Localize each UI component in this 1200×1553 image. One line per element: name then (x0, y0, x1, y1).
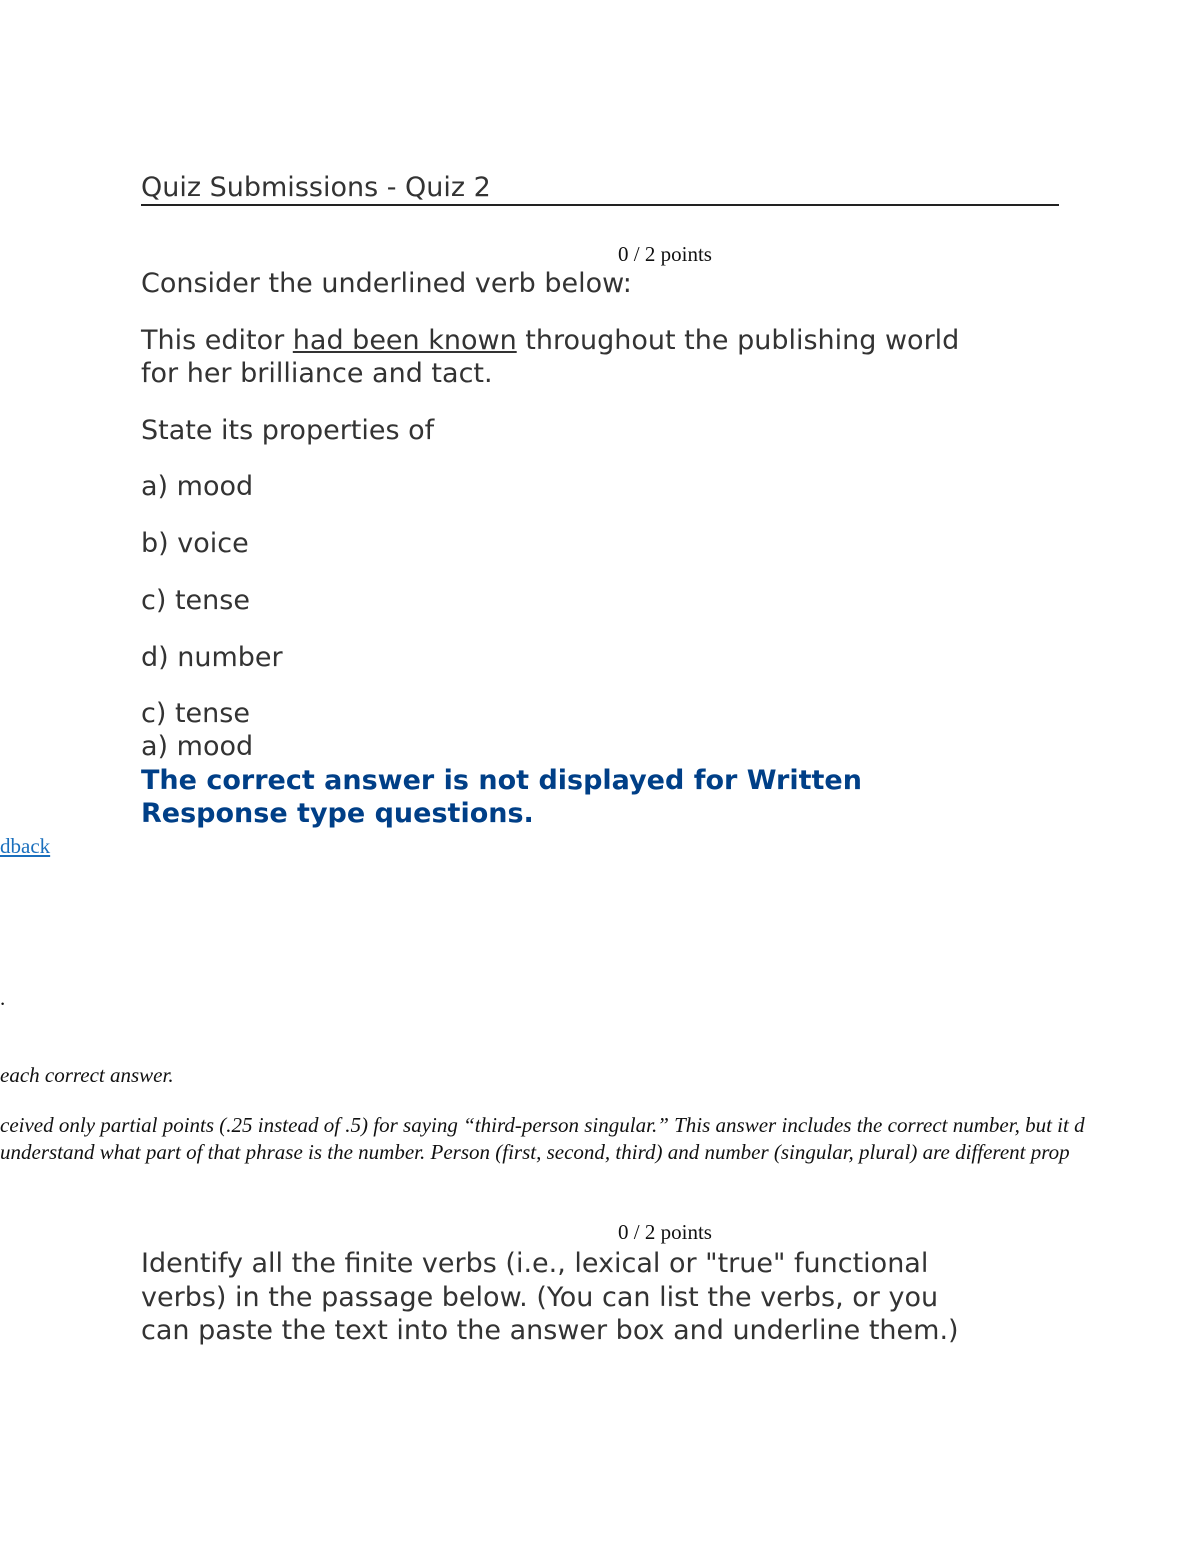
question-1-sentence-line-2: for her brilliance and tact. (141, 358, 493, 389)
question-1-prompt: Consider the underlined verb below: (141, 268, 632, 299)
feedback-text-line-1: each correct answer. (0, 1063, 174, 1087)
feedback-dot: . (0, 986, 6, 1010)
feedback-text-line-2: ceived only partial points (.25 instead of .5) for saying “third-person singular.” This answer includes the correct number, but it d (0, 1113, 1085, 1137)
question-2-prompt-line-1: Identify all the finite verbs (i.e., lexical or "true" functional (141, 1248, 929, 1279)
question-2-prompt-line-3: can paste the text into the answer box and underline them.) (141, 1315, 959, 1346)
option-voice: b) voice (141, 528, 249, 559)
sentence-after: throughout the publishing world (516, 325, 960, 356)
response-line-2: a) mood (141, 731, 254, 762)
feedback-text-line-3: understand what part of that phrase is the number. Person (first, second, third) and number (singular, plural) are different prop (0, 1140, 1070, 1164)
question-2-points: 0 / 2 points (618, 1220, 712, 1244)
option-mood: a) mood (141, 471, 254, 502)
correct-answer-note-line-1: The correct answer is not displayed for Written (141, 765, 862, 796)
question-1-instruction: State its properties of (141, 415, 435, 446)
sentence-before: This editor (141, 325, 293, 356)
response-line-1: c) tense (141, 698, 250, 729)
question-1-points: 0 / 2 points (618, 242, 712, 266)
feedback-link[interactable]: dback (0, 834, 51, 858)
title-divider (141, 204, 1059, 206)
question-2-prompt-line-2: verbs) in the passage below. (You can list the verbs, or you (141, 1282, 939, 1313)
question-1-sentence-line-1 (141, 324, 959, 357)
correct-answer-note-line-2: Response type questions. (141, 798, 534, 829)
option-number: d) number (141, 642, 283, 673)
underlined-verb: had been known (292, 325, 517, 356)
page-title: Quiz Submissions - Quiz 2 (141, 172, 491, 203)
option-tense: c) tense (141, 585, 250, 616)
